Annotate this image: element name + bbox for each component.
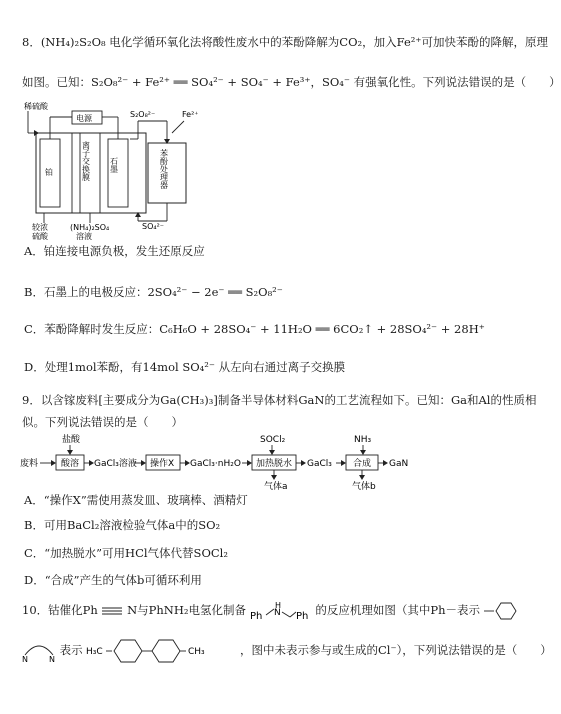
fe-label: Fe²⁺ (182, 110, 199, 119)
ph-right-label: Ph (295, 611, 309, 622)
q9-option-a: A．“操作X”需使用蒸发皿、玻璃棒、酒精灯 (24, 493, 248, 507)
q10-text-line2-part2: ，图中未表示参与或生成的Cl⁻），下列说法错误的是（ ） (239, 643, 552, 657)
triple-bond-icon (101, 606, 123, 616)
q10-text-part1: 10．钴催化Ph (22, 603, 98, 617)
graphite-label: 石墨 (109, 157, 119, 173)
phenol-processor-label: 苯酚处理器 (159, 149, 169, 189)
bipyridine-structure (86, 636, 236, 666)
gas-b-label: 气体b (352, 482, 376, 492)
q10-text-part3: 的反应机理如图（其中Ph－表示 (315, 603, 480, 617)
bottom-left-line1: 较浓 (32, 223, 48, 232)
s2o8-label: S₂O₈²⁻ (130, 110, 156, 119)
amine-product-structure (250, 600, 312, 622)
q8-option-a: A．铂连接电源负极，发生还原反应 (24, 244, 205, 258)
q9-option-d: D．“合成”产生的气体b可循环利用 (24, 573, 202, 587)
nh3-label: NH₃ (354, 435, 372, 445)
process-flow-diagram (20, 432, 490, 490)
q9-stem-line1: 9．以含镓废料[主要成分为Ga(CH₃)₃]制备半导体材料GaN的工艺流程如下。已知：Ga和Al的性质相 (22, 393, 537, 407)
q8-option-d: D．处理1mol苯酚，有14mol SO₄²⁻ 从左向右通过离子交换膜 (24, 360, 346, 374)
bidentate-ligand-icon (22, 639, 56, 663)
q8-stem-line1: 8．(NH₄)₂S₂O₈ 电化学循环氧化法将酸性废水中的苯酚降解为CO₂，加入Fe²⁺可加快苯酚的降解，原理 (22, 35, 548, 49)
q10-text-line2-part1: 表示 (59, 643, 83, 657)
heat-dehydrate-box: 加热脱水 (256, 459, 293, 469)
hcl-label: 盐酸 (62, 435, 81, 445)
gacl3-label: GaCl₃ (307, 459, 332, 469)
q10-text-part2: N与PhNH₂电氢化制备 (127, 603, 247, 617)
gacl3-solution-label: GaCl₃溶液 (94, 459, 137, 469)
socl2-label: SOCl₂ (260, 435, 286, 445)
q9-option-c: C．“加热脱水”可用HCl气体代替SOCl₂ (24, 546, 228, 560)
q10-stem-line2 (22, 636, 552, 666)
ligand-n-left: N (22, 655, 28, 664)
bottom-left-line2: 硫酸 (32, 232, 48, 241)
acid-label: 稀硫酸 (24, 102, 48, 111)
q10-stem-line1 (22, 600, 526, 622)
gas-a-label: 气体a (264, 482, 288, 492)
nh-h-label: H (274, 601, 281, 610)
waste-label: 废料 (20, 459, 39, 469)
q8-option-b: B．石墨上的电极反应：2SO₄²⁻ − 2e⁻ ══ S₂O₈²⁻ (24, 285, 283, 299)
gacl3-hydrate-label: GaCl₃·nH₂O (190, 459, 241, 469)
q8-stem-line2: 如图。已知：S₂O₈²⁻ + Fe²⁺ ══ SO₄²⁻ + SO₄⁻ + Fe³⁺，SO₄⁻ 有强氧化性。下列说法错误的是（ ） (22, 75, 561, 89)
power-label: 电源 (76, 114, 92, 123)
phenyl-ring-icon (484, 601, 526, 621)
so4-label: SO₄²⁻ (142, 222, 165, 231)
gan-label: GaN (389, 459, 409, 469)
ligand-n-right: N (49, 655, 55, 664)
nh-n-label: N (273, 608, 281, 618)
acid-leach-box: 酸溶 (61, 459, 80, 469)
operation-x-box: 操作X (150, 459, 175, 469)
q8-option-c: C．苯酚降解时发生反应：C₆H₆O + 28SO₄⁻ + 11H₂O ══ 6CO₂↑ + 28SO₄²⁻ + 28H⁺ (24, 322, 485, 336)
electrolysis-diagram (24, 102, 234, 241)
ph-left-label: Ph (249, 611, 263, 622)
h3c-label: H₃C (86, 647, 103, 657)
q9-stem-line2: 似。下列说法错误的是（ ） (22, 415, 183, 429)
bottom-mid-line2: 溶液 (76, 232, 92, 241)
ch3-label: CH₃ (188, 647, 205, 657)
q9-option-b: B．可用BaCl₂溶液检验气体a中的SO₂ (24, 518, 221, 532)
synthesis-box: 合成 (353, 459, 372, 469)
membrane-label: 离子交换膜 (81, 141, 91, 181)
pt-label: 铂 (45, 168, 53, 177)
bottom-mid-line1: (NH₄)₂SO₄ (70, 223, 110, 232)
